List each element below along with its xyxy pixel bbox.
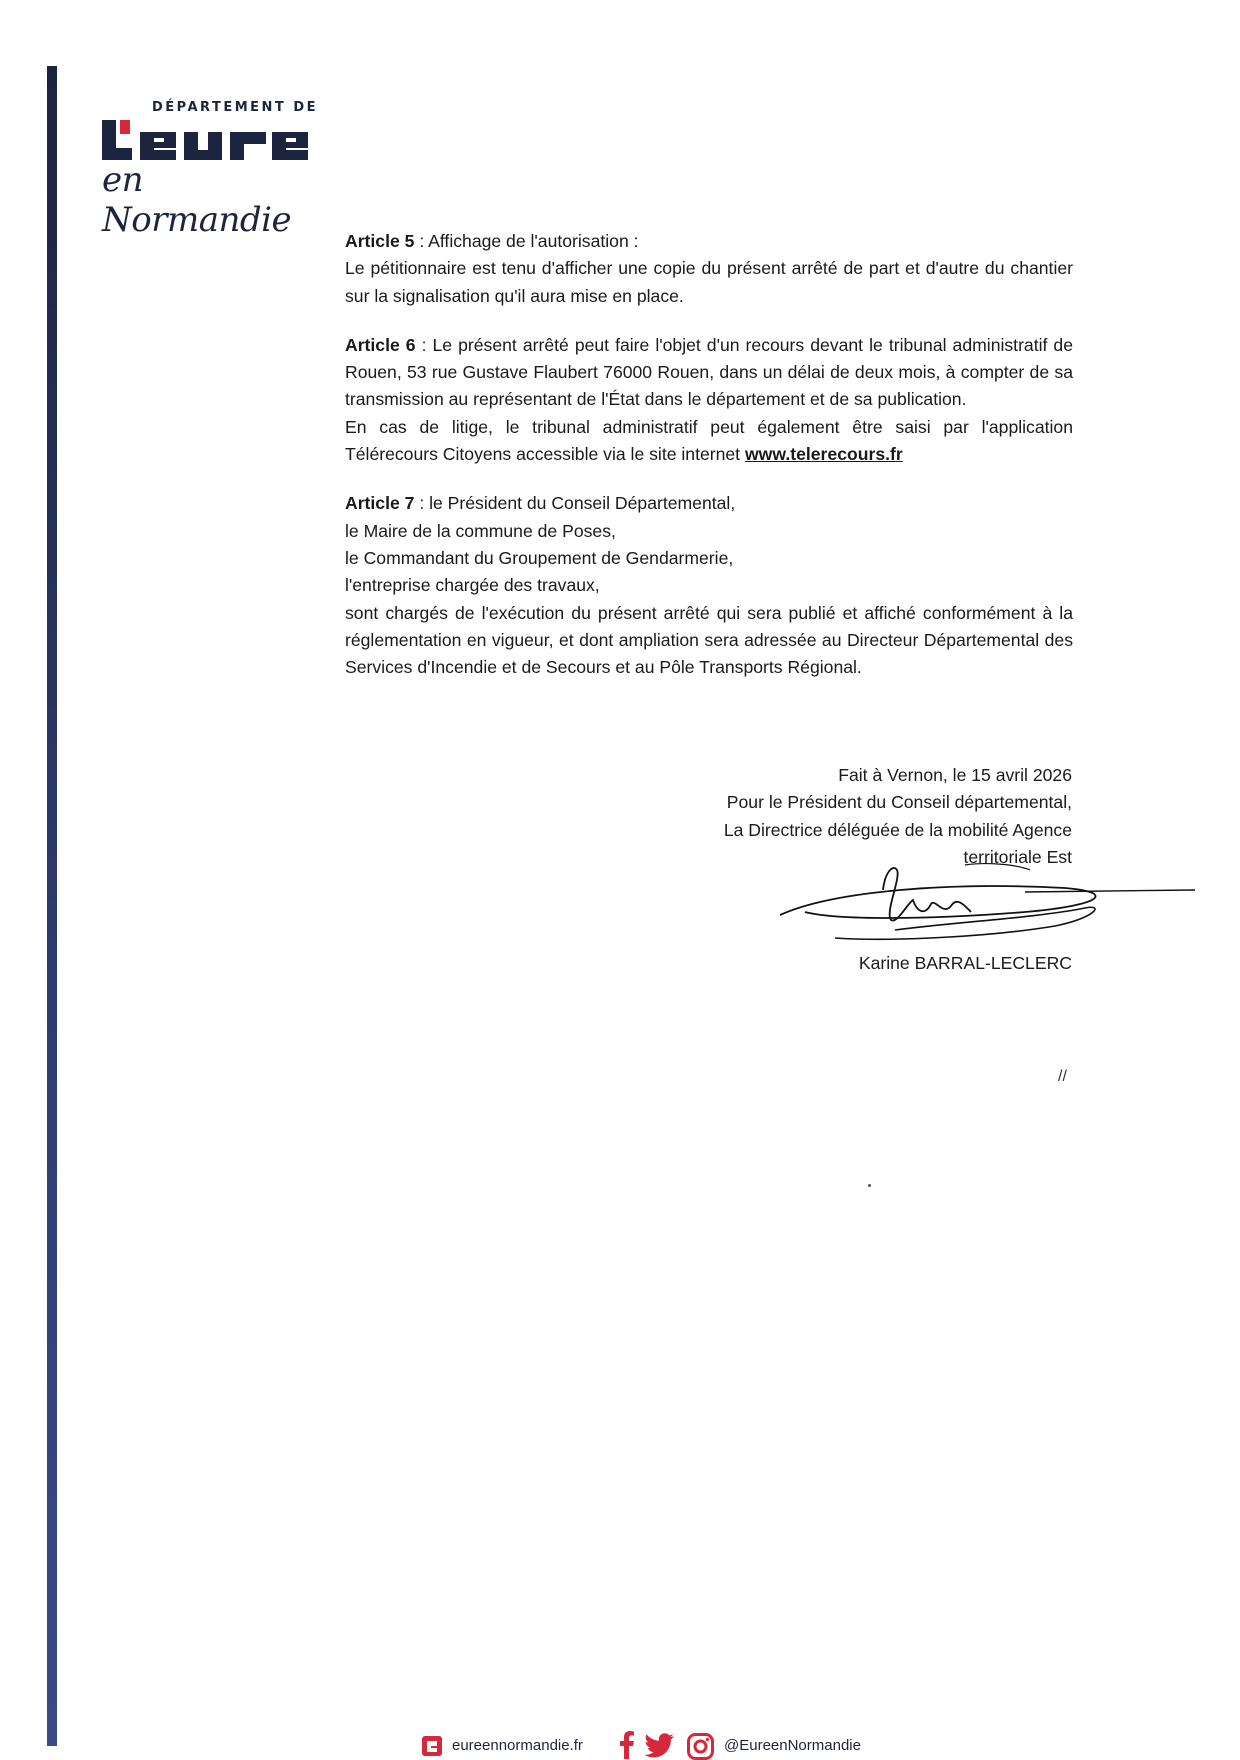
article-7-line-4: l'entreprise chargée des travaux, <box>345 575 600 596</box>
for-president-line: Pour le Président du Conseil départemental, <box>726 792 1072 813</box>
eure-wordmark-icon <box>98 112 318 162</box>
article-6-para-1 <box>345 332 1073 414</box>
article-5 <box>345 228 1073 310</box>
article-7-line-3: le Commandant du Groupement de Gendarmerie, <box>345 547 734 568</box>
article-7-label: Article 7 <box>345 493 415 514</box>
article-5-title: : Affichage de l'autorisation : <box>414 231 639 251</box>
instagram-icon[interactable] <box>687 1733 714 1760</box>
place-date: Fait à Vernon, le 15 avril 2026 <box>838 765 1072 785</box>
department-logo <box>98 100 328 240</box>
article-6-para-2 <box>345 414 1073 469</box>
margin-mark: // <box>1058 1068 1067 1085</box>
signature-block <box>552 762 1072 871</box>
logo-top-text: DÉPARTEMENT DE <box>151 100 318 115</box>
handwritten-signature <box>775 860 1195 960</box>
article-6-litige-text: En cas de litige, le tribunal administratif peut également être saisi par l'application Télérecours Citoyens accessible via le site internet <box>345 416 1073 465</box>
article-6 <box>345 332 1073 468</box>
logo-tagline: en Normandie <box>102 160 292 240</box>
side-bar <box>47 66 57 1746</box>
article-5-label: Article 5 <box>345 231 415 251</box>
article-5-text: Le pétitionnaire est tenu d'afficher une copie du présent arrêté de part et d'autre du chantier sur la signalisation qu'il aura mise en place. <box>345 258 1073 306</box>
article-7-heading <box>345 490 1073 517</box>
signer-name: Karine BARRAL-LECLERC <box>858 953 1072 973</box>
signer-role-2: territoriale Est <box>963 846 1072 867</box>
article-6-label: Article 6 <box>345 334 416 355</box>
document-body <box>345 228 1073 703</box>
footer-site[interactable]: eureennormandie.fr <box>452 1737 583 1754</box>
article-7 <box>345 490 1073 681</box>
footer-handle[interactable]: @EureenNormandie <box>724 1737 861 1754</box>
eure-logo-icon <box>420 1734 444 1758</box>
article-7-line-1: : le Président du Conseil Départemental, <box>414 493 736 514</box>
twitter-icon[interactable] <box>643 1733 675 1759</box>
article-7-text: sont chargés de l'exécution du présent arrêté qui sera publié et affiché conformément à la réglementation en vigueur, et dont ampliation sera adressée au Directeur Départemental des Services d'Incendie et de Secours et au Pôle Transports Régional. <box>345 602 1073 678</box>
article-7-line-2: le Maire de la commune de Poses, <box>345 520 616 541</box>
article-5-heading <box>345 228 1073 255</box>
article-6-text: : Le présent arrêté peut faire l'objet d'un recours devant le tribunal administratif de Rouen, 53 rue Gustave Flaubert 76000 Rouen, dans un délai de deux mois, à compter de sa transmission au représentant de l'État dans le département et de sa publication. <box>345 334 1073 410</box>
signer-role: La Directrice déléguée de la mobilité Agence <box>723 819 1072 840</box>
telerecours-link[interactable]: www.telerecours.fr <box>744 444 903 465</box>
scan-speck <box>868 1184 871 1187</box>
